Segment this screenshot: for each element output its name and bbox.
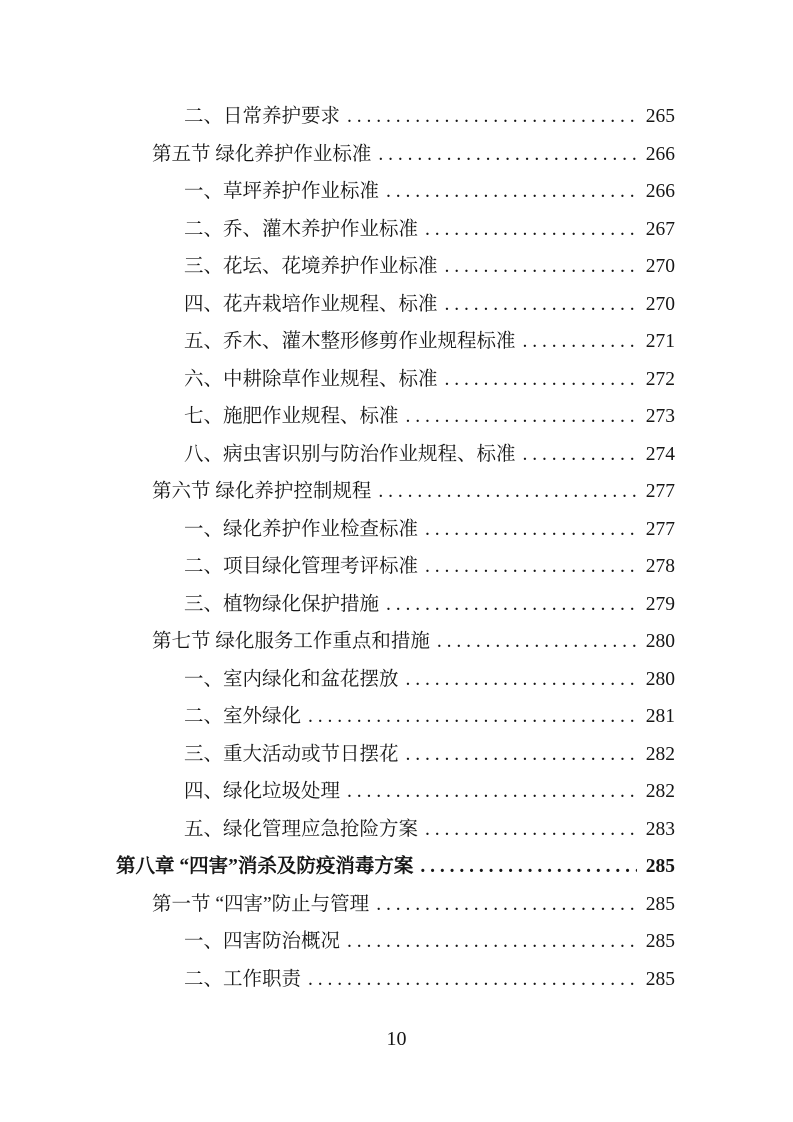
dot-leader [437, 623, 637, 661]
toc-entry-title: 一、草坪养护作业标准 [184, 181, 380, 202]
toc-entry-title: 二、日常养护要求 [184, 106, 341, 127]
dot-leader [347, 923, 637, 961]
dot-leader [425, 211, 637, 249]
dot-leader [308, 698, 637, 736]
dot-leader [425, 811, 637, 849]
toc-entry-title: 七、施肥作业规程、标准 [184, 406, 399, 427]
dot-leader [445, 361, 637, 399]
dot-leader [406, 736, 637, 774]
toc-entry-title: 三、植物绿化保护措施 [184, 593, 380, 615]
toc-entry-title: 一、四害防治概况 [184, 931, 341, 952]
toc-entry-page: 267 [645, 218, 675, 240]
toc-entry-page: 270 [645, 293, 675, 315]
dot-leader [425, 548, 637, 586]
toc-subsection-entry [116, 173, 675, 211]
toc-subsection-entry [116, 323, 675, 361]
toc-entry-title: 第七节 绿化服务工作重点和措施 [152, 631, 430, 652]
toc-entry-page: 280 [645, 631, 675, 652]
toc-entry-title: 第八章 “四害”消杀及防疫消毒方案 [116, 856, 414, 877]
toc-entry-page: 283 [645, 818, 675, 840]
toc-subsection-entry [116, 548, 675, 586]
toc-entry-title: 第五节 绿化养护作业标准 [152, 143, 372, 165]
toc-entry-page: 282 [645, 743, 675, 765]
toc-entry-page: 273 [645, 406, 675, 427]
dot-leader [376, 886, 637, 924]
toc-subsection-entry [116, 436, 675, 474]
toc-entry-page: 266 [645, 181, 675, 202]
toc-entry-title: 五、绿化管理应急抢险方案 [184, 818, 419, 840]
toc-entry-title: 六、中耕除草作业规程、标准 [184, 368, 438, 390]
dot-leader [445, 286, 637, 324]
toc-section-entry [116, 473, 675, 511]
toc-subsection-entry [116, 923, 675, 961]
toc-entry-title: 一、绿化养护作业检查标准 [184, 518, 419, 540]
toc-entry-page: 285 [645, 856, 675, 877]
table-of-contents [116, 98, 675, 998]
toc-subsection-entry [116, 698, 675, 736]
dot-leader [308, 961, 637, 999]
dot-leader [378, 136, 636, 174]
toc-entry-title: 二、乔、灌木养护作业标准 [184, 218, 419, 240]
dot-leader [425, 511, 637, 549]
toc-subsection-entry [116, 736, 675, 774]
page-footer [0, 1026, 793, 1052]
toc-subsection-entry [116, 398, 675, 436]
dot-leader [378, 473, 636, 511]
toc-entry-page: 277 [645, 481, 675, 502]
dot-leader [406, 398, 637, 436]
dot-leader [406, 661, 637, 699]
toc-entry-title: 一、室内绿化和盆花摆放 [184, 668, 399, 690]
dot-leader [523, 436, 637, 474]
toc-entry-page: 265 [645, 106, 675, 127]
toc-entry-title: 八、病虫害识别与防治作业规程、标准 [184, 443, 516, 465]
toc-subsection-entry [116, 811, 675, 849]
toc-subsection-entry [116, 586, 675, 624]
toc-subsection-entry [116, 98, 675, 136]
toc-entry-page: 272 [645, 368, 675, 390]
dot-leader [445, 248, 637, 286]
toc-entry-page: 279 [645, 593, 675, 615]
toc-entry-page: 278 [645, 556, 675, 577]
toc-chapter-entry [116, 848, 675, 886]
toc-subsection-entry [116, 661, 675, 699]
toc-entry-page: 285 [645, 893, 675, 915]
toc-section-entry [116, 886, 675, 924]
dot-leader [386, 173, 637, 211]
toc-entry-page: 274 [645, 443, 675, 465]
toc-entry-title: 五、乔木、灌木整形修剪作业规程标准 [184, 331, 516, 352]
dot-leader [523, 323, 637, 361]
toc-entry-title: 第一节 “四害”防止与管理 [152, 893, 370, 915]
toc-entry-page: 271 [645, 331, 675, 352]
toc-entry-page: 281 [645, 706, 675, 727]
toc-entry-title: 二、工作职责 [184, 968, 302, 990]
dot-leader [347, 98, 637, 136]
footer-page-number: 10 [386, 1028, 407, 1050]
toc-entry-title: 四、绿化垃圾处理 [184, 781, 341, 802]
toc-entry-title: 二、室外绿化 [184, 706, 302, 727]
dot-leader [347, 773, 637, 811]
toc-subsection-entry [116, 286, 675, 324]
toc-entry-page: 282 [645, 781, 675, 802]
toc-subsection-entry [116, 773, 675, 811]
toc-subsection-entry [116, 248, 675, 286]
toc-entry-title: 三、花坛、花境养护作业标准 [184, 256, 438, 277]
toc-entry-page: 285 [645, 968, 675, 990]
toc-section-entry [116, 623, 675, 661]
toc-entry-title: 第六节 绿化养护控制规程 [152, 481, 372, 502]
toc-entry-page: 270 [645, 256, 675, 277]
toc-subsection-entry [116, 211, 675, 249]
toc-entry-page: 266 [645, 143, 675, 165]
toc-entry-page: 277 [645, 518, 675, 540]
toc-entry-title: 三、重大活动或节日摆花 [184, 743, 399, 765]
toc-entry-title: 二、项目绿化管理考评标准 [184, 556, 419, 577]
dot-leader [420, 848, 636, 886]
toc-entry-page: 285 [645, 931, 675, 952]
toc-subsection-entry [116, 511, 675, 549]
toc-entry-page: 280 [645, 668, 675, 690]
toc-entry-title: 四、花卉栽培作业规程、标准 [184, 293, 438, 315]
toc-subsection-entry [116, 961, 675, 999]
toc-section-entry [116, 136, 675, 174]
dot-leader [386, 586, 637, 624]
toc-subsection-entry [116, 361, 675, 399]
